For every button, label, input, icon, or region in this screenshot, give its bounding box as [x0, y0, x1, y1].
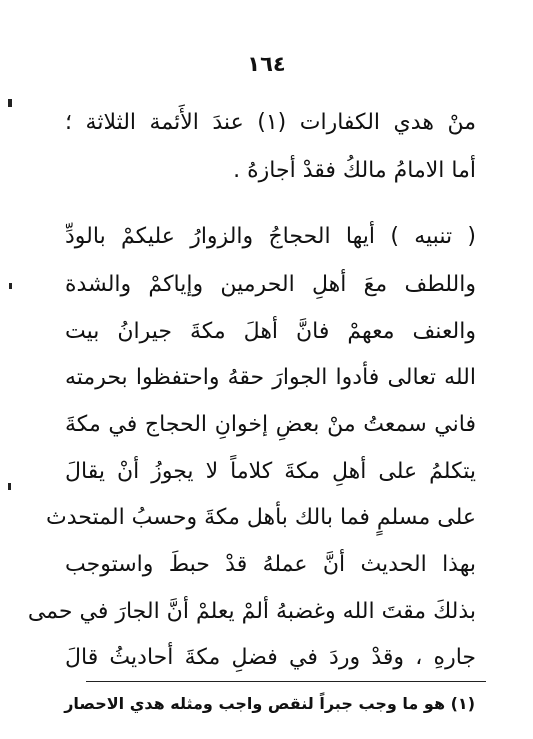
scan-margin-mark — [8, 99, 12, 107]
text-line: جارهِ ، وقدْ وردَ في فضلِ مكةَ أحاديثُ قالَ — [65, 645, 476, 670]
footnote-divider — [86, 681, 486, 682]
text-line: الله تعالى فأدوا الجوارَ حقهُ واحتفظوا بحرمته — [65, 365, 476, 390]
text-line: أما الامامُ مالكُ فقدْ أجازهُ . — [233, 158, 476, 183]
text-line: يتكلمُ على أهلِ مكةَ كلاماً لا يجوزُ أنْ يقالَ — [65, 459, 476, 484]
text-line: فاني سمعتُ منْ بعضِ إخوانِ الحجاج في مكةَ — [65, 412, 476, 437]
page-number: ١٦٤ — [247, 52, 286, 76]
text-line: والعنف معهمْ فانَّ أهلَ مكةَ جيرانُ بيت — [65, 319, 476, 344]
scan-margin-mark — [8, 483, 11, 490]
text-line: بهذا الحديث أنَّ عملهُ قدْ حبطَ واستوجب — [65, 552, 476, 577]
text-line: ( تنبيه ) أيها الحجاجُ والزوارُ عليكمْ بالودِّ — [65, 224, 476, 249]
text-line: على مسلمٍ فما بالك بأهل مكةَ وحسبُ المتحدث — [46, 505, 476, 530]
text-line: واللطف معَ أهلِ الحرمين وإياكمْ والشدة — [65, 272, 476, 297]
scan-margin-mark — [9, 283, 12, 289]
footnote: (١) هو ما وجب جبراً لنقص واجب ومثله هدي الاحصار — [64, 694, 475, 713]
text-line: بذلكَ مقتَ الله وغضبهُ ألمْ يعلمْ أنَّ الجارَ في حمى — [27, 599, 476, 624]
text-line: منْ هدي الكفارات (١) عندَ الأَئمة الثلاثة ؛ — [65, 110, 476, 135]
